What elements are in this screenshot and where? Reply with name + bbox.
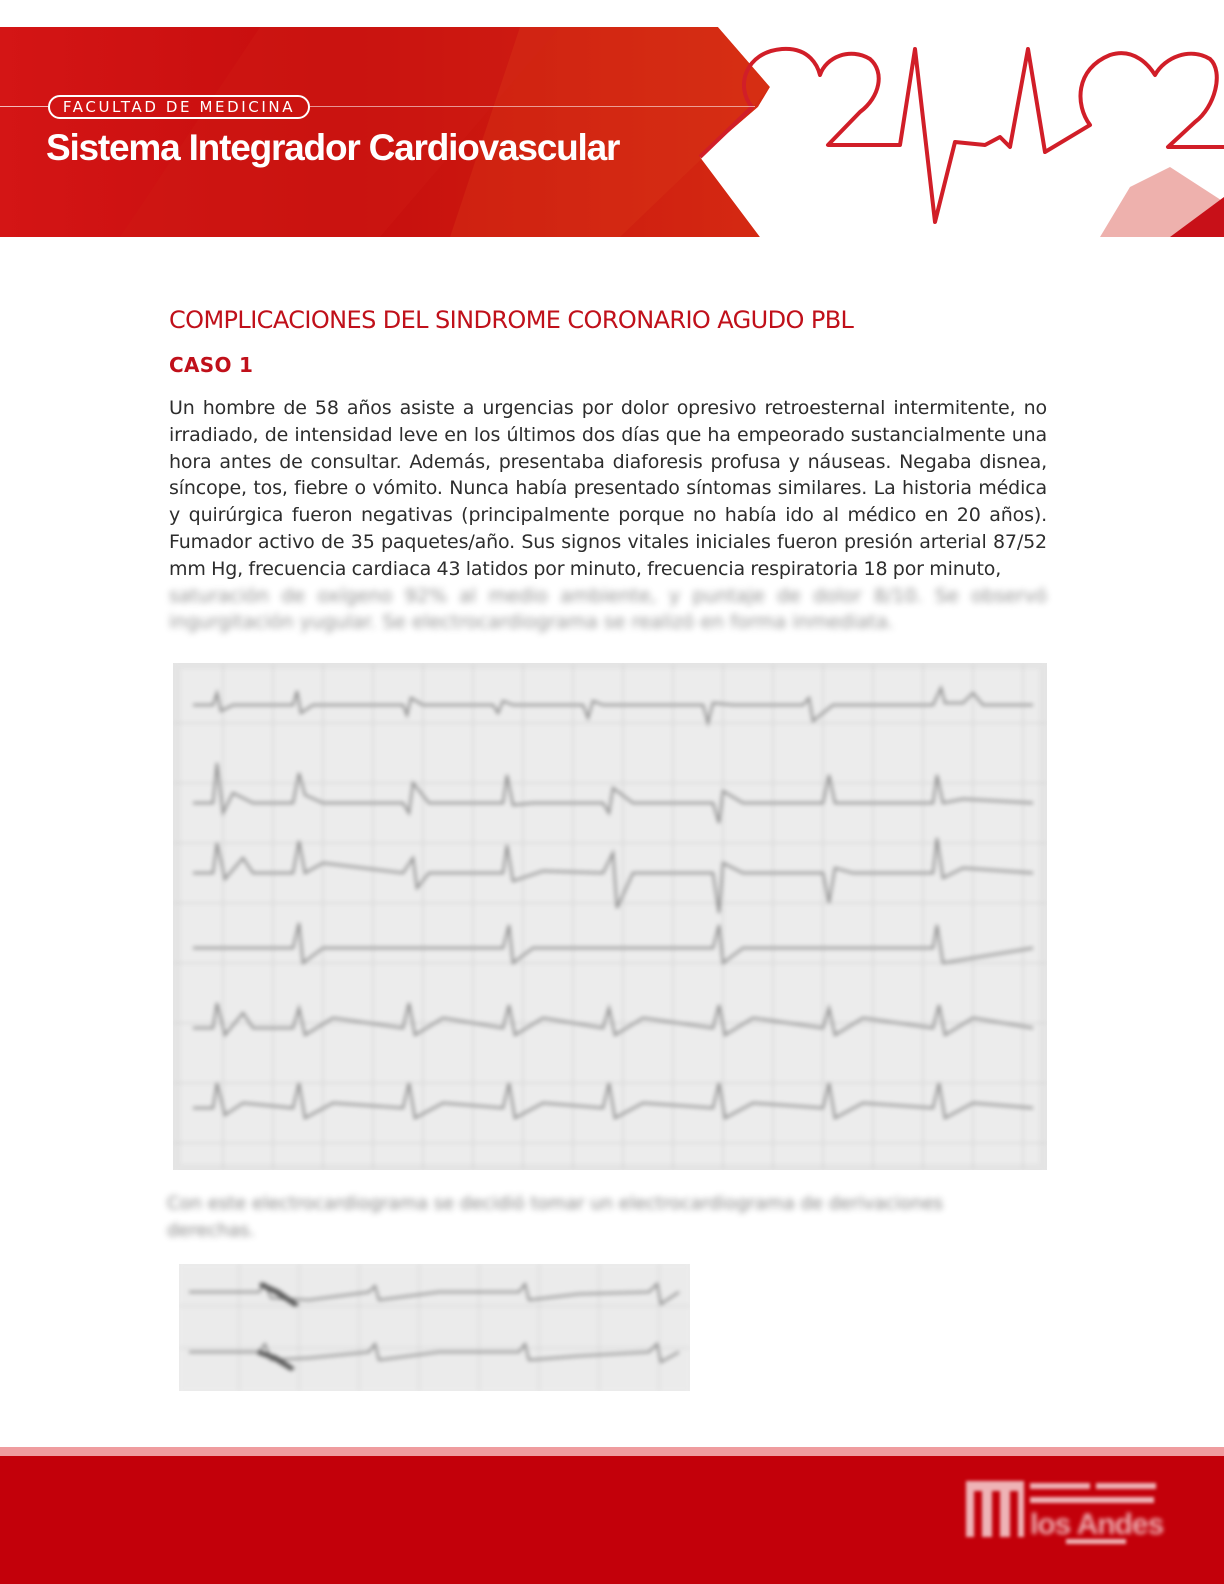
case-label: CASO 1 bbox=[169, 353, 254, 377]
header-rule-left bbox=[0, 106, 48, 107]
ecg-12-lead-image bbox=[173, 663, 1047, 1170]
document-title: COMPLICACIONES DEL SINDROME CORONARIO AGUDO PBL bbox=[169, 306, 854, 334]
university-logo-text: los Andes bbox=[1030, 1508, 1164, 1541]
footer-stripe bbox=[0, 1447, 1224, 1456]
case-paragraph-blurred: saturación de oxígeno 92% al medio ambiente, y puntaje de dolor 8/10. Se observó ingurgitación yugular. Se electrocardiograma se realizó en forma inmediata. bbox=[169, 584, 1047, 634]
document-content bbox=[169, 306, 1047, 636]
page-header bbox=[0, 27, 1224, 237]
ecg-right-leads-image bbox=[179, 1264, 690, 1391]
system-title: Sistema Integrador Cardiovascular bbox=[46, 127, 620, 168]
ecg-caption-blurred: Con este electrocardiograma se decidió tomar un electrocardiograma de derivaciones derechas. bbox=[167, 1193, 944, 1241]
header-rule-right bbox=[310, 106, 755, 107]
faculty-badge: FACULTAD DE MEDICINA bbox=[48, 95, 310, 119]
case-paragraph: Un hombre de 58 años asiste a urgencias por dolor opresivo retroesternal intermitente, no irradiado, de intensidad leve en los últimos dos días que ha empeorado sustancialmente una hora antes de consultar. Además, presentaba diaforesis profusa y náuseas. Negaba disnea, síncope, tos, fiebre o vómito. Nunca había presentado síntomas similares. La historia médica y quirúrgica fueron negativas (principalmente porque no había ido al médico en 20 años). Fumador activo de 35 paquetes/año. Sus signos vitales iniciales fueron presión arterial 87/52 mm Hg, frecuencia cardiaca 43 latidos por minuto, frecuencia respiratoria 18 por minuto, bbox=[169, 397, 1047, 580]
